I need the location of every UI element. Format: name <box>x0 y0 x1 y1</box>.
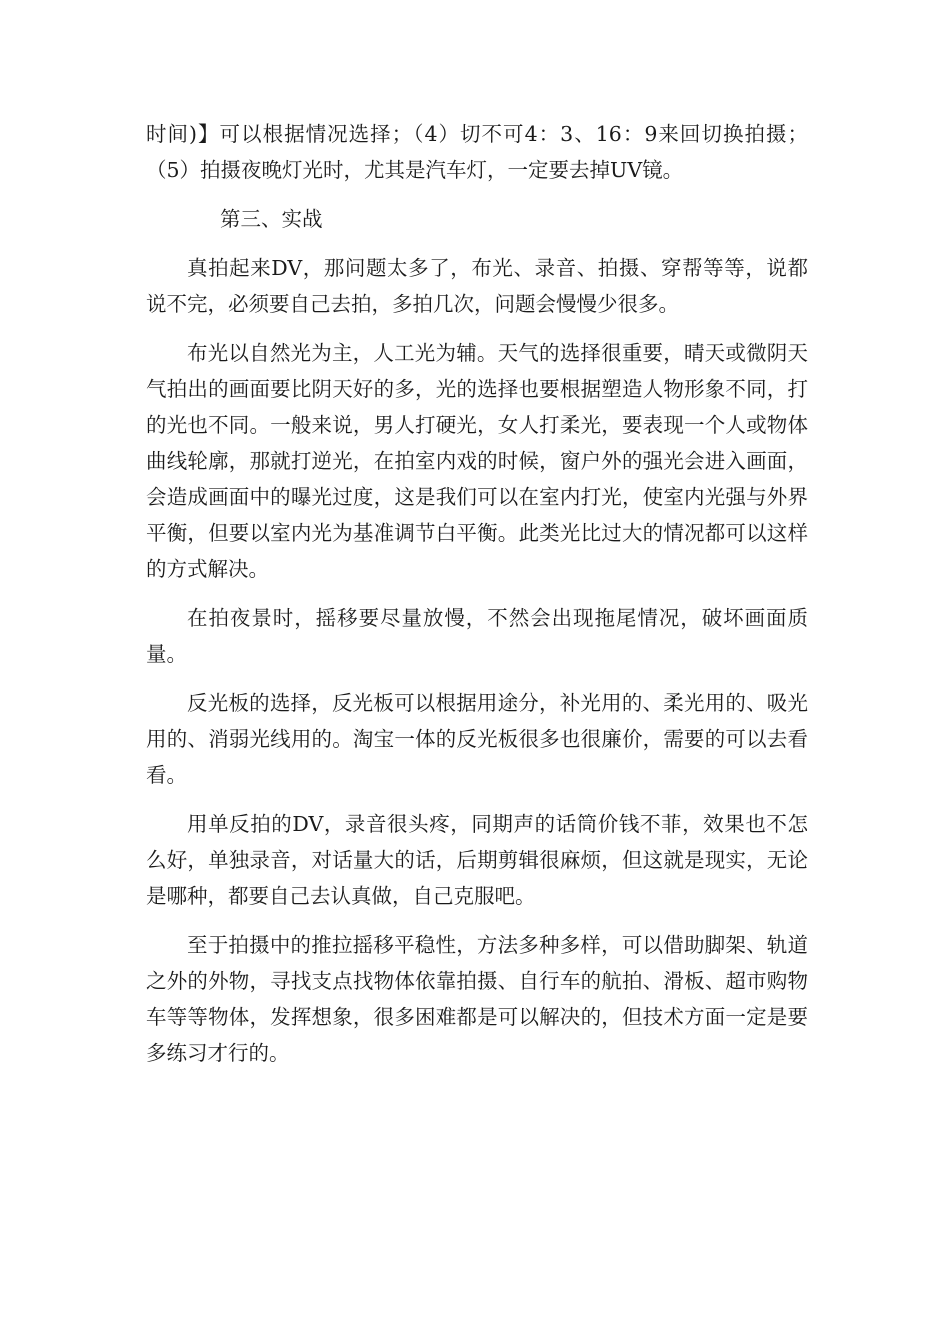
paragraph-stability: 至于拍摄中的推拉摇移平稳性，方法多种多样，可以借助脚架、轨道之外的外物，寻找支点找物体依靠拍摄、自行车的航拍、滑板、超市购物车等等物体，发挥想象，很多困难都是可以解决的，但技术方面一定是要多练习才行的。 <box>146 933 808 1065</box>
paragraph-night-scene: 在拍夜景时，摇移要尽量放慢，不然会出现拖尾情况，破坏画面质量。 <box>146 606 808 666</box>
paragraph-lighting: 布光以自然光为主，人工光为辅。天气的选择很重要，晴天或微阴天气拍出的画面要比阴天好的多，光的选择也要根据塑造人物形象不同，打的光也不同。一般来说，男人打硬光，女人打柔光，要表现一个人或物体曲线轮廓，那就打逆光，在拍室内戏的时候，窗户外的强光会进入画面，会造成画面中的曝光过度，这是我们可以在室内打光，使室内光强与外界平衡，但要以室内光为基准调节白平衡。此类光比过大的情况都可以这样的方式解决。 <box>146 341 808 581</box>
paragraph-audio: 用单反拍的DV，录音很头疼，同期声的话筒价钱不菲，效果也不怎么好，单独录音，对话量大的话，后期剪辑很麻烦，但这就是现实，无论是哪种，都要自己去认真做，自己克服吧。 <box>146 812 808 908</box>
paragraph-continuation: 时间)】可以根据情况选择；（4）切不可4：3、16：9来回切换拍摄；（5）拍摄夜晚灯光时，尤其是汽车灯，一定要去掉UV镜。 <box>146 122 808 182</box>
document-body <box>146 116 808 1084</box>
section-heading: 第三、实战 <box>220 207 323 231</box>
paragraph-reflector: 反光板的选择，反光板可以根据用途分，补光用的、柔光用的、吸光用的、消弱光线用的。淘宝一体的反光板很多也很廉价，需要的可以去看看。 <box>146 691 808 787</box>
paragraph-intro: 真拍起来DV，那问题太多了，布光、录音、拍摄、穿帮等等，说都说不完，必须要自己去拍，多拍几次，问题会慢慢少很多。 <box>146 256 808 316</box>
